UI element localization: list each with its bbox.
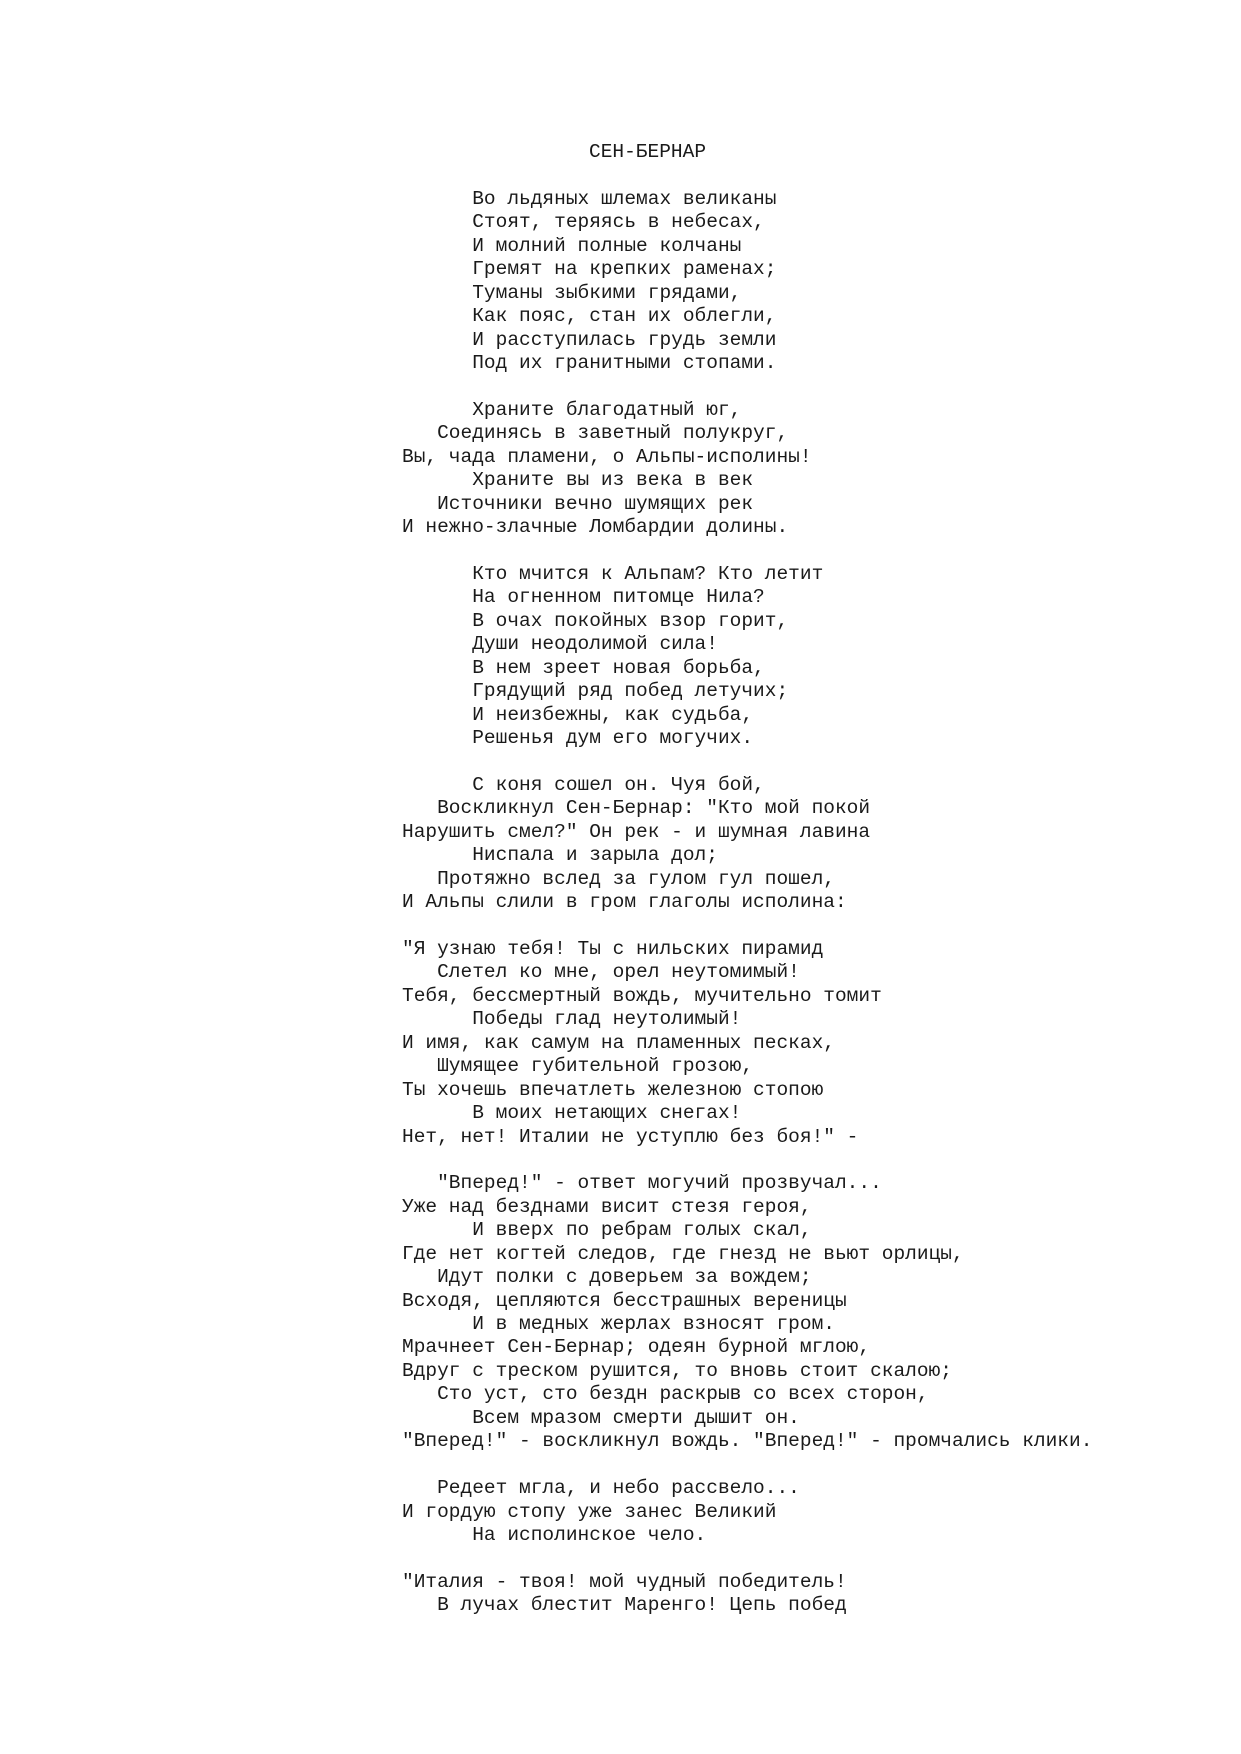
poem-line: Под их гранитными стопами. <box>402 352 777 375</box>
poem-line: Сто уст, сто бездн раскрыв со всех сторон, <box>402 1383 929 1406</box>
poem-line: Всем мразом смерти дышит он. <box>402 1406 800 1429</box>
poem-line: На исполинское чело. <box>402 1523 707 1546</box>
poem-line: Ты хочешь впечатлеть железною стопою <box>402 1078 824 1101</box>
poem-line: Нет, нет! Италии не уступлю без боя!" - <box>402 1125 859 1148</box>
poem-line: И имя, как самум на пламенных песках, <box>402 1031 835 1054</box>
poem-line: Храните благодатный юг, <box>402 398 742 421</box>
poem-line: И вверх по ребрам голых скал, <box>402 1219 812 1242</box>
poem-line: Воскликнул Сен-Бернар: "Кто мой покой <box>402 797 871 820</box>
poem-line: Всходя, цепляются бесстрашных вереницы <box>402 1289 847 1312</box>
poem-line: "Вперед!" - воскликнул вождь. "Вперед!" - промчались клики. <box>402 1430 1093 1453</box>
poem-line: Кто мчится к Альпам? Кто летит <box>402 563 824 585</box>
poem-line: И гордую стопу уже занес Великий <box>402 1500 777 1523</box>
poem-line: С коня сошел он. Чуя бой, <box>402 773 765 796</box>
poem-line: Как пояс, стан их облегли, <box>402 305 777 328</box>
poem-line: Соединясь в заветный полукруг, <box>402 422 789 445</box>
poem-line: Протяжно вслед за гулом гул пошел, <box>402 867 835 890</box>
poem-line: В очах покойных взор горит, <box>402 609 789 632</box>
poem-line: Туманы зыбкими грядами, <box>402 281 742 304</box>
poem-line: На огненном питомце Нила? <box>402 586 765 609</box>
poem-line: Грядущий ряд побед летучих; <box>402 680 789 703</box>
poem-line: В моих нетающих снегах! <box>402 1102 742 1125</box>
poem-line: Решенья дум его могучих. <box>402 727 754 750</box>
poem-line: Гремят на крепких раменах; <box>402 258 777 281</box>
poem-line: Храните вы из века в век <box>402 469 754 492</box>
poem-line: И нежно-злачные Ломбардии долины. <box>402 516 789 539</box>
stanza-break <box>402 1454 1092 1477</box>
poem-line: Во льдяных шлемах великаны <box>402 188 777 210</box>
poem-line: Шумящее губительной грозою, <box>402 1055 754 1078</box>
poem-line: Стоят, теряясь в небесах, <box>402 211 765 234</box>
poem-line: "Италия - твоя! мой чудный победитель! <box>402 1570 847 1593</box>
stanza-break <box>402 915 1092 938</box>
poem-line: Вы, чада пламени, о Альпы-исполины! <box>402 445 812 468</box>
poem-line: Источники вечно шумящих рек <box>402 492 754 515</box>
poem-line: Слетел ко мне, орел неутомимый! <box>402 961 800 984</box>
poem-line: И молний полные колчаны <box>402 234 742 257</box>
poem-line: "Я узнаю тебя! Ты с нильских пирамид <box>402 938 824 960</box>
poem-body <box>402 188 1092 1618</box>
stanza-break <box>402 1149 1092 1172</box>
poem-line: Победы глад неутолимый! <box>402 1008 742 1031</box>
poem-line: И расступилась грудь земли <box>402 328 777 351</box>
poem-title: СЕН-БЕРНАР <box>589 141 707 163</box>
poem-line: Мрачнеет Сен-Бернар; одеян бурной мглою, <box>402 1336 871 1359</box>
poem-line: И неизбежны, как судьба, <box>402 703 754 726</box>
stanza-break <box>402 751 1092 774</box>
stanza-break <box>402 1547 1092 1570</box>
poem-line: В нем зреет новая борьба, <box>402 656 765 679</box>
poem-line: И Альпы слили в гром глаголы исполина: <box>402 891 847 914</box>
poem-line: Идут полки с доверьем за вождем; <box>402 1266 812 1289</box>
poem-line: Редеет мгла, и небо рассвело... <box>402 1477 800 1500</box>
poem-line: И в медных жерлах взносят гром. <box>402 1313 835 1335</box>
poem-line: Души неодолимой сила! <box>402 633 718 656</box>
stanza-break <box>402 540 1092 563</box>
poem-line: В лучах блестит Маренго! Цепь побед <box>402 1594 847 1617</box>
stanza-break <box>402 376 1092 399</box>
poem-line: Нарушить смел?" Он рек - и шумная лавина <box>402 820 871 843</box>
poem-line: Ниспала и зарыла дол; <box>402 844 718 867</box>
poem-line: Тебя, бессмертный вождь, мучительно томит <box>402 984 882 1007</box>
poem-line: Уже над безднами висит стезя героя, <box>402 1195 812 1218</box>
poem-line: Вдруг с треском рушится, то вновь стоит скалою; <box>402 1359 952 1382</box>
poem-line: "Вперед!" - ответ могучий прозвучал... <box>402 1172 882 1195</box>
poem-line: Где нет когтей следов, где гнезд не вьют орлицы, <box>402 1242 964 1265</box>
